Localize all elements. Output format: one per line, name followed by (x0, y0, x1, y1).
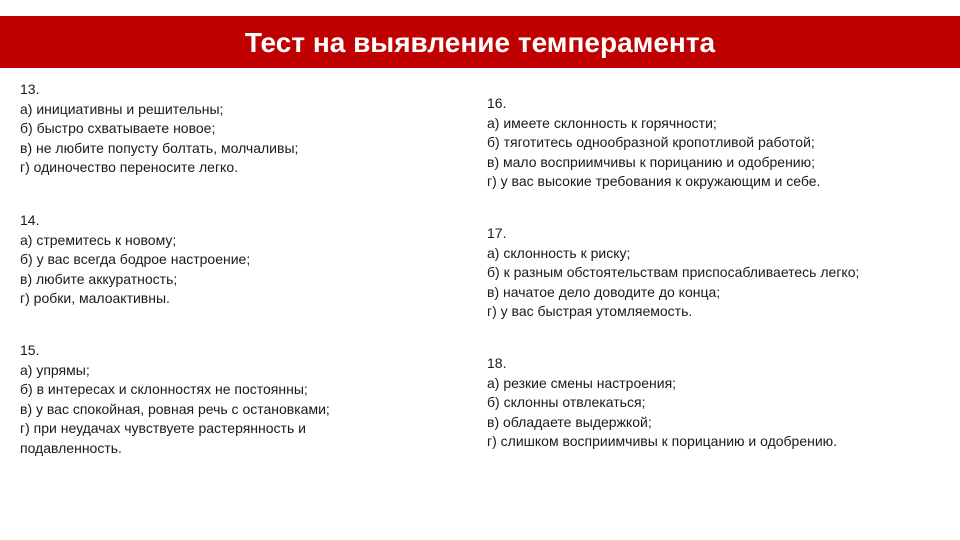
question-number: 16. (487, 95, 507, 111)
option-d: г) одиночество переносите легко. (20, 159, 239, 175)
option-c: в) не любите попусту болтать, молчаливы; (20, 139, 299, 156)
option-a: а) инициативны и решительны; (20, 100, 224, 117)
option-d: г) у вас высокие требования к окружающим и себе. (487, 173, 821, 189)
option-a: а) резкие смены настроения; (487, 374, 677, 391)
option-a: а) имеете склонность к горячности; (487, 114, 717, 131)
option-b: б) склонны отвлекаться; (487, 394, 646, 410)
question-16 (487, 94, 820, 192)
option-d: г) при неудачах чувствуете растерянность и подавленность. (20, 420, 306, 456)
question-number: 18. (487, 355, 507, 371)
option-a: а) стремитесь к новому; (20, 231, 177, 248)
question-number: 14. (20, 212, 40, 228)
option-c: в) начатое дело доводите до конца; (487, 283, 721, 300)
page-title: Тест на выявление темперамента (244, 27, 716, 58)
question-number: 17. (487, 225, 507, 241)
question-14 (20, 211, 250, 309)
option-b: б) быстро схватываете новое; (20, 120, 216, 136)
option-b: б) тяготитесь однообразной кропотливой работой; (487, 134, 815, 150)
option-d: г) робки, малоактивны. (20, 290, 170, 306)
option-b: б) у вас всегда бодрое настроение; (20, 251, 251, 267)
option-b: б) в интересах и склонностях не постоянны; (20, 381, 308, 397)
question-number: 13. (20, 81, 40, 97)
option-c: в) обладаете выдержкой; (487, 413, 652, 430)
option-c: в) у вас спокойная, ровная речь с остановками; (20, 400, 330, 417)
option-a: а) упрямы; (20, 361, 90, 378)
option-a: а) склонность к риску; (487, 244, 631, 261)
option-c: в) мало восприимчивы к порицанию и одобрению; (487, 153, 816, 170)
option-c: в) любите аккуратность; (20, 270, 178, 287)
option-d: г) у вас быстрая утомляемость. (487, 303, 693, 319)
question-15 (20, 341, 380, 458)
question-17 (487, 224, 859, 322)
option-b: б) к разным обстоятельствам приспосабливаетесь легко; (487, 264, 860, 280)
question-13 (20, 80, 298, 178)
title-bar (0, 16, 960, 68)
question-18 (487, 354, 837, 452)
option-d: г) слишком восприимчивы к порицанию и одобрению. (487, 433, 838, 449)
question-number: 15. (20, 342, 40, 358)
